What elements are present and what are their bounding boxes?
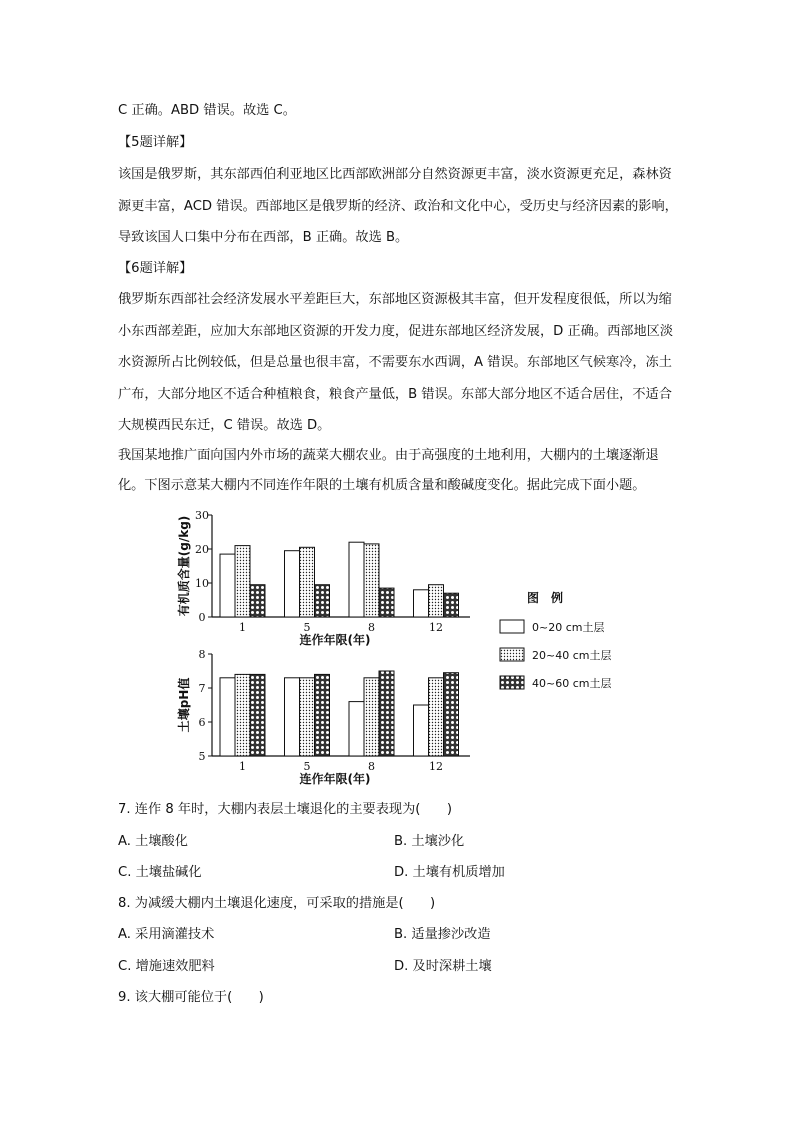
bar bbox=[235, 546, 250, 617]
x-tick-label: 8 bbox=[368, 760, 375, 773]
y-tick-label: 6 bbox=[198, 716, 206, 729]
explanation-q5: 该国是俄罗斯，其东部西伯利亚地区比西部欧洲部分自然资源更丰富，淡水资源更充足，森林资源更丰富，ACD 错误。西部地区是俄罗斯的经济、政治和文化中心，受历史与经济因素的影响，导致该国人口集中分布在西部，B 正确。故选 B。 bbox=[118, 167, 678, 246]
q7-option-d[interactable]: D. 土壤有机质增加 bbox=[394, 865, 505, 880]
x-tick-label: 1 bbox=[239, 760, 246, 773]
legend-title: 图 例 bbox=[526, 591, 564, 605]
q8-option-a[interactable]: A. 采用滴灌技术 bbox=[118, 927, 215, 942]
bar bbox=[285, 551, 300, 617]
legend-item: 0~20 cm土层 bbox=[532, 621, 605, 634]
y-tick-label: 5 bbox=[198, 750, 206, 763]
y-tick-label: 0 bbox=[198, 611, 206, 624]
y-tick-label: 30 bbox=[195, 509, 209, 522]
material-intro: 我国某地推广面向国内外市场的蔬菜大棚农业。由于高强度的土地利用，大棚内的土壤逐渐退化。下图示意某大棚内不同连作年限的土壤有机质含量和酸碱度变化。据此完成下面小题。 bbox=[118, 448, 659, 493]
legend-item: 40~60 cm土层 bbox=[532, 677, 612, 690]
y-axis-label: 有机质含量(g/kg) bbox=[177, 515, 191, 617]
bar bbox=[444, 593, 459, 617]
bar bbox=[364, 678, 379, 756]
question-9: 9. 该大棚可能位于( ) bbox=[118, 990, 264, 1005]
x-tick-label: 12 bbox=[429, 760, 443, 773]
bar bbox=[220, 554, 235, 617]
legend-item: 20~40 cm土层 bbox=[532, 649, 612, 662]
y-tick-label: 20 bbox=[195, 543, 209, 556]
x-tick-label: 12 bbox=[429, 621, 443, 634]
x-tick-label: 8 bbox=[368, 621, 375, 634]
explanation-q6: 俄罗斯东西部社会经济发展水平差距巨大，东部地区资源极其丰富，但开发程度很低，所以为缩小东西部差距，应加大东部地区资源的开发力度，促进东部地区经济发展，D 正确。西部地区淡水资源所占比例较低，但是总量也很丰富，不需要东水西调，A 错误。东部地区气候寒冷，冻土广布，大部分地区不适合种植粮食，粮食产量低，B 错误。东部大部分地区不适合居住，不适合大规模西民东迁，C 错误。故选 D。 bbox=[118, 292, 674, 434]
soil-chart-figure bbox=[170, 505, 620, 785]
bar bbox=[429, 678, 444, 756]
bar bbox=[300, 678, 315, 756]
x-axis-label: 连作年限(年) bbox=[299, 772, 371, 785]
legend-swatch bbox=[500, 676, 524, 689]
bar bbox=[379, 671, 394, 756]
bar bbox=[250, 674, 265, 756]
q8-option-d[interactable]: D. 及时深耕土壤 bbox=[394, 959, 492, 974]
q8-option-b[interactable]: B. 适量掺沙改造 bbox=[394, 927, 491, 942]
bar bbox=[414, 590, 429, 617]
bar bbox=[349, 542, 364, 617]
q7-option-a[interactable]: A. 土壤酸化 bbox=[118, 834, 188, 849]
legend-swatch bbox=[500, 620, 524, 633]
bar bbox=[349, 702, 364, 756]
bar bbox=[444, 673, 459, 756]
y-tick-label: 10 bbox=[195, 577, 209, 590]
bar bbox=[315, 585, 330, 617]
question-7: 7. 连作 8 年时，大棚内表层土壤退化的主要表现为( ) bbox=[118, 802, 452, 817]
x-tick-label: 5 bbox=[303, 760, 311, 773]
q7-option-b[interactable]: B. 土壤沙化 bbox=[394, 834, 465, 849]
q7-option-c[interactable]: C. 土壤盐碱化 bbox=[118, 865, 202, 880]
bar bbox=[379, 588, 394, 617]
question-8: 8. 为减缓大棚内土壤退化速度，可采取的措施是( ) bbox=[118, 896, 436, 911]
bar bbox=[315, 674, 330, 756]
section-heading-q6: 【6题详解】 bbox=[118, 261, 193, 276]
bar bbox=[250, 585, 265, 617]
y-tick-label: 8 bbox=[198, 648, 206, 661]
bar bbox=[429, 585, 444, 617]
bar bbox=[414, 705, 429, 756]
x-tick-label: 1 bbox=[239, 621, 246, 634]
y-axis-label: 土壤pH值 bbox=[177, 677, 191, 733]
answer-4-conclusion: C 正确。ABD 错误。故选 C。 bbox=[118, 103, 296, 118]
bar bbox=[364, 544, 379, 617]
x-axis-label: 连作年限(年) bbox=[299, 633, 371, 647]
q8-option-c[interactable]: C. 增施速效肥料 bbox=[118, 959, 215, 974]
section-heading-q5: 【5题详解】 bbox=[118, 135, 193, 150]
bar bbox=[220, 678, 235, 756]
bar bbox=[235, 674, 250, 756]
legend-swatch bbox=[500, 648, 524, 661]
soil-chart-svg bbox=[170, 505, 620, 785]
x-tick-label: 5 bbox=[303, 621, 311, 634]
bar bbox=[300, 547, 315, 617]
y-tick-label: 7 bbox=[198, 682, 206, 695]
bar bbox=[285, 678, 300, 756]
